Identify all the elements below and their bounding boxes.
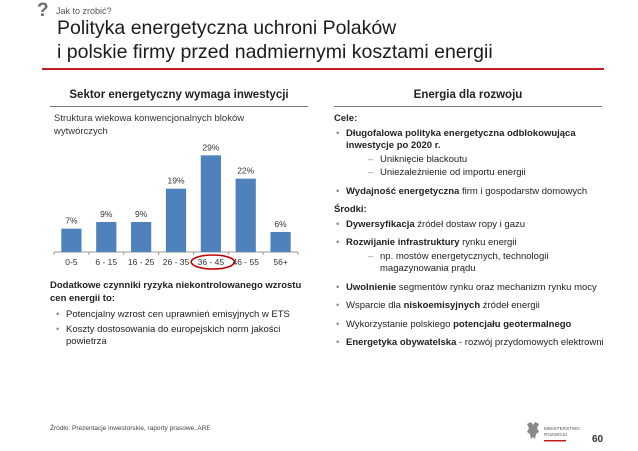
bullet-icon: • bbox=[336, 337, 340, 348]
bullet-icon: • bbox=[336, 127, 340, 139]
means-bold: niskoemisyjnych bbox=[403, 300, 481, 311]
slide-kicker: Jak to zrobić? bbox=[56, 6, 112, 16]
bullet-icon: • bbox=[56, 323, 60, 335]
bullet-icon: • bbox=[336, 318, 340, 330]
bar-4 bbox=[166, 189, 186, 252]
title-line-2: i polskie firmy przed nadmiernymi kosztami energii bbox=[57, 41, 493, 63]
means-pre: Wykorzystanie polskiego bbox=[346, 318, 454, 330]
data-label-3: 9% bbox=[134, 209, 148, 219]
means-rest: - rozwój przydomowych elektrowni bbox=[456, 337, 604, 348]
data-label-6: 22% bbox=[237, 165, 255, 176]
bar-6 bbox=[236, 179, 256, 252]
title-divider bbox=[42, 68, 604, 70]
logo-text-1: MINISTERSTWO bbox=[544, 426, 580, 431]
right-header-divider bbox=[334, 106, 602, 107]
goal-item bbox=[334, 186, 604, 199]
left-section-header: Sektor energetyczny wymaga inwestycji bbox=[69, 89, 289, 101]
title-line-1: Polityka energetyczna uchroni Polaków bbox=[57, 17, 397, 39]
source-note: Źródło: Prezentacje inwestorskie, raporty prasowe, ARE bbox=[50, 425, 211, 432]
means-bold: Energetyka obywatelska bbox=[346, 337, 457, 348]
means-rest: źródeł dostaw ropy i gazu bbox=[414, 218, 526, 230]
means-subitem bbox=[346, 251, 604, 276]
means-rest: rynku energii bbox=[459, 237, 517, 248]
goal-bold: Długofalowa polityka energetyczna odblokowująca inwestycje po 2020 r. bbox=[346, 127, 576, 151]
means-rest: segmentów rynku oraz mechanizm rynku mocy bbox=[396, 281, 597, 293]
category-label-2: 6 - 15 bbox=[95, 257, 118, 267]
chart-caption: Struktura wiekowa konwencjonalnych bloków wytwórczych bbox=[54, 113, 245, 137]
slide-title bbox=[57, 16, 597, 64]
bullet-icon: • bbox=[56, 309, 60, 320]
means-item bbox=[334, 319, 604, 332]
means-pre: Wsparcie dla bbox=[346, 300, 404, 311]
logo-text-2: ROZWOJU bbox=[544, 432, 568, 437]
category-label-4: 26 - 35 bbox=[162, 257, 190, 267]
category-label-7: 56+ bbox=[273, 257, 288, 267]
risk-factor-item bbox=[50, 309, 320, 322]
means-bold: potencjału geotermalnego bbox=[453, 318, 572, 330]
risk-factor-text: Koszty dostosowania do europejskich norm jakości powietrza bbox=[66, 323, 281, 347]
bullet-icon: • bbox=[336, 300, 340, 311]
risk-factor-text: Potencjalny wzrost cen uprawnień emisyjnych w ETS bbox=[66, 309, 290, 320]
data-label-4: 19% bbox=[167, 175, 185, 186]
goal-subitem bbox=[346, 154, 604, 167]
category-label-5: 36 - 45 bbox=[197, 257, 225, 267]
energy-development-panel bbox=[334, 113, 604, 356]
data-label-1: 7% bbox=[65, 215, 78, 226]
right-section-header: Energia dla rozwoju bbox=[413, 89, 523, 101]
goals-label: Cele: bbox=[334, 113, 358, 124]
means-bold: Uwolnienie bbox=[346, 281, 397, 293]
ministry-logo bbox=[524, 418, 584, 448]
means-item bbox=[334, 300, 604, 313]
category-label-1: 0-5 bbox=[65, 257, 78, 267]
means-item bbox=[334, 282, 604, 295]
category-label-3: 16 - 25 bbox=[127, 257, 155, 267]
bullet-icon: • bbox=[336, 281, 340, 293]
question-mark-icon: ? bbox=[37, 0, 49, 21]
means-item bbox=[334, 337, 604, 350]
goal-subitem-text: Uniknięcie blackoutu bbox=[380, 153, 468, 165]
means-rest: źródeł energii bbox=[480, 300, 540, 311]
dash-icon: – bbox=[368, 250, 374, 262]
goal-item bbox=[334, 128, 604, 180]
bar-5 bbox=[201, 155, 221, 252]
risk-factors bbox=[50, 280, 320, 351]
goal-rest: firm i gospodarstw domowych bbox=[459, 185, 588, 197]
bullet-icon: • bbox=[336, 218, 340, 230]
risk-factor-item bbox=[50, 324, 320, 349]
goal-subitem bbox=[346, 167, 604, 180]
bar-2 bbox=[96, 222, 116, 252]
risk-factors-heading: Dodatkowe czynniki ryzyka niekontrolowanego wzrostu cen energii to: bbox=[50, 280, 302, 304]
age-structure-bar-chart bbox=[52, 130, 302, 275]
dash-icon: – bbox=[368, 167, 374, 178]
bar-1 bbox=[61, 229, 81, 252]
left-header-divider bbox=[50, 106, 308, 107]
bar-3 bbox=[131, 222, 151, 252]
means-bold: Dywersyfikacja bbox=[346, 218, 415, 230]
data-label-5: 29% bbox=[202, 142, 220, 153]
bullet-icon: • bbox=[336, 185, 340, 197]
means-item bbox=[334, 219, 604, 232]
goal-bold: Wydajność energetyczna bbox=[346, 185, 460, 197]
means-label: Środki: bbox=[334, 204, 367, 215]
risk-factors-list bbox=[50, 309, 320, 349]
means-item bbox=[334, 237, 604, 276]
page-number: 60 bbox=[592, 434, 604, 445]
means-subitem-text: np. mostów energetycznych, technologii magazynowania prądu bbox=[380, 250, 549, 274]
data-label-7: 6% bbox=[274, 219, 287, 229]
means-bold: Rozwijanie infrastruktury bbox=[346, 237, 460, 248]
dash-icon: – bbox=[368, 153, 374, 165]
data-label-2: 9% bbox=[100, 209, 113, 219]
category-label-6: 46 - 55 bbox=[232, 257, 259, 267]
bar-7 bbox=[270, 232, 290, 252]
bullet-icon: • bbox=[336, 237, 340, 248]
goal-subitem-text: Uniezależnienie od importu energii bbox=[380, 167, 526, 178]
